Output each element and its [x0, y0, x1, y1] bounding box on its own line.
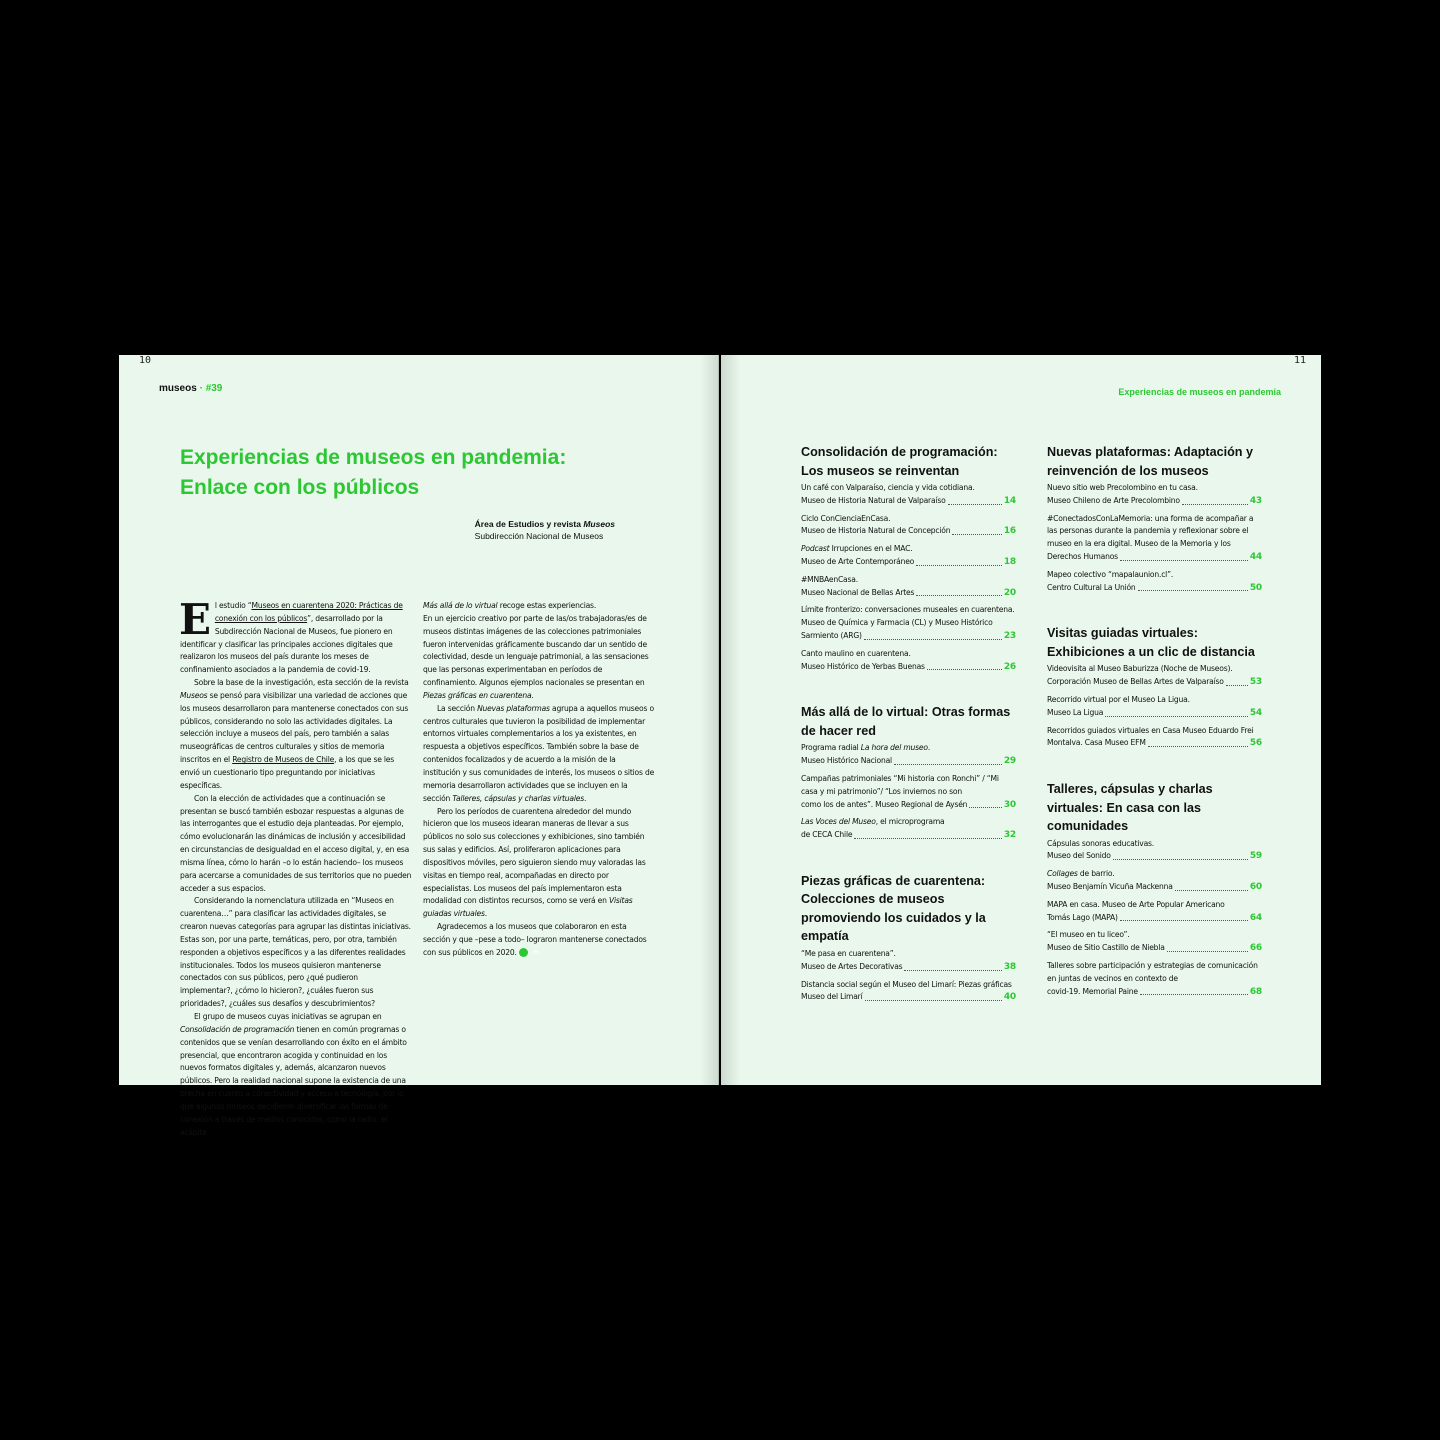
- toc-entry-title: Cápsulas sonoras educativas.: [1047, 838, 1155, 848]
- toc-page-number: 29: [1003, 756, 1016, 767]
- paragraph-1: El estudio “Museos en cuarentena 2020: Prácticas de conexión con los públicos”, desarrollado por la Subdirección Nacional de Museos, fue pionero en identificar y clasificar las principales acciones digitales que realizaron los museos del país durante los meses de confinamiento asociados a la pandemia de covid-19.: [179, 595, 403, 675]
- dot-leader: [894, 764, 1002, 765]
- toc-section: [1047, 780, 1262, 998]
- toc-page-number: 20: [1003, 587, 1016, 598]
- toc-section: [1047, 624, 1262, 750]
- dot-leader: [927, 669, 1002, 670]
- toc-entry[interactable]: [1047, 960, 1262, 998]
- toc-page-number: 32: [1003, 830, 1016, 841]
- page-number-left: 10: [139, 355, 152, 366]
- toc-entry[interactable]: [1047, 663, 1262, 689]
- toc-entry-title: #ConectadosConLaMemoria: una forma de acompañar a las personas durante la pandemia y reflexionar sobre el museo en la era digital. Museo de la Memoria y los: [1047, 513, 1254, 549]
- toc-entry-museum: de CECA Chile: [801, 830, 853, 840]
- dot-leader: [1120, 560, 1248, 561]
- toc-page-number: 54: [1249, 707, 1262, 718]
- toc-entry-museum: Museo de Historia Natural de Valparaíso: [801, 495, 946, 505]
- dot-leader: [1140, 994, 1248, 995]
- paragraph-6: En un ejercicio creativo por parte de las/os trabajadoras/es de museos distintas imágenes de las colecciones patrimoniales fueron intervenidas gráficamente buscando dar un sentido de colectividad, desde un lenguaje patrimonial, a las sensaciones que las personas experimentaban en períodos de confinamiento. Algunos ejemplos nacionales se presentan en Piezas gráficas en cuarentena.: [423, 613, 649, 700]
- toc-entry-museum: Tomás Lago (MAPA): [1047, 912, 1118, 922]
- dot-leader: [1105, 716, 1248, 717]
- dot-leader: [948, 504, 1002, 505]
- toc-entry-museum: Museo Nacional de Bellas Artes: [801, 587, 915, 597]
- paragraph-5-tail: Más allá de lo virtual recoge estas experiencias.: [423, 601, 597, 610]
- toc-entry-title: Campañas patrimoniales “Mi historia con Ronchi” / “Mi casa y mi patrimonio”/ “Los inviernos no son: [801, 773, 999, 796]
- toc-entry-title: #MNBAenCasa.: [801, 574, 858, 584]
- toc-entry-museum: Museo La Ligua: [1047, 707, 1104, 717]
- toc-page-number: 50: [1249, 582, 1262, 593]
- toc-entry-museum: Derechos Humanos: [1047, 551, 1118, 561]
- toc-entry[interactable]: [1047, 482, 1262, 508]
- dot-leader: [1182, 504, 1248, 505]
- dot-leader: [969, 807, 1002, 808]
- toc-entry[interactable]: [1047, 899, 1262, 925]
- dot-leader: [1226, 685, 1248, 686]
- toc-entry-museum: Museo Benjamín Vicuña Mackenna: [1047, 882, 1173, 892]
- dot-leader: [1167, 951, 1248, 952]
- toc-entry-title: Canto maulino en cuarentena.: [801, 648, 911, 658]
- byline: [475, 518, 615, 542]
- toc-entry-museum: Museo de Sitio Castillo de Niebla: [1047, 943, 1165, 953]
- drop-cap: E: [179, 595, 211, 644]
- toc-page-number: 43: [1249, 495, 1262, 506]
- toc-entry[interactable]: [801, 773, 1016, 811]
- dot-leader: [916, 565, 1002, 566]
- toc-entry-title: Un café con Valparaíso, ciencia y vida cotidiana.: [801, 483, 975, 492]
- toc-entry[interactable]: [801, 513, 1016, 539]
- toc-entry-title: Recorridos guiados virtuales en Casa Museo Eduardo Frei: [1047, 725, 1254, 735]
- dot-leader: [1175, 890, 1248, 891]
- toc-entry-title: Videovisita al Museo Baburizza (Noche de Museos).: [1047, 664, 1233, 674]
- toc-page-number: 30: [1003, 799, 1016, 810]
- toc-page-number: 68: [1249, 986, 1262, 997]
- paragraph-5: El grupo de museos cuyas iniciativas se agrupan en Consolidación de programación tienen en común programas o contenidos que se venían desarrollando con éxito en el ámbito presencial, que encontraron acogida y continuidad en los nuevos formatos digitales y, además, alcanzaron nuevos públicos. Pero la realidad nacional supone la existencia de una brecha en cuanto a conectividad y acceso a tecnología, por lo que algunos museos decidieron diversificar las formas de conexión a través de medios conocidos, como la radio: el acápite: [180, 1012, 407, 1137]
- toc-section-heading: Nuevas plataformas: Adaptación y reinvención de los museos: [1047, 445, 1253, 478]
- paragraph-3: Con la elección de actividades que a continuación se presentan se buscó también esbozar respuestas a algunas de las interrogantes que el estudio deja planteadas. Por ejemplo, cómo evolucionarán las dinámicas de inclusión y accesibilidad en circunstancias de desigualdad en el acceso digital, y, en esa misma línea, cómo lo harán –o lo están haciendo– los museos para acercarse a comunidades de sus territorios que no pueden acceder a sus espacios.: [180, 793, 412, 893]
- running-head-left: [159, 383, 222, 394]
- paragraph-4: Considerando la nomenclatura utilizada en “Museos en cuarentena…” para clasificar las actividades digitales, se crearon nuevas categorías para agrupar las distintas iniciativas. Estas son, por una parte, temáticas, pero, por otra, también responden a objetivos específicos y a las diferentes realidades institucionales. Todos los museos quisieron mantenerse conectados con sus públicos, pero ¿qué pudieron implementar?, ¿cómo lo hicieron?, ¿cuáles fueron sus prioridades?, ¿cuáles sus desafíos y descubrimientos?: [180, 896, 411, 1009]
- toc-entry-museum: Sarmiento (ARG): [801, 630, 862, 640]
- running-head-right: Experiencias de museos en pandemia: [1118, 387, 1281, 397]
- article-title: Experiencias de museos en pandemia: Enlace con los públicos: [180, 446, 567, 499]
- toc-entry-museum: Centro Cultural La Unión: [1047, 582, 1136, 592]
- magazine-name: museos: [159, 383, 197, 394]
- left-page: [119, 355, 719, 1137]
- toc-entry-museum: Corporación Museo de Bellas Artes de Valparaíso: [1047, 677, 1224, 687]
- toc-page-number: 38: [1003, 961, 1016, 972]
- paragraph-8: Pero los períodos de cuarentena alrededor del mundo hicieron que los museos idearan maneras de llevar a sus públicos no solo sus colecciones y exhibiciones, sino también sus salas y edificios. Así, proliferaron aplicaciones para dispositivos móviles, pero siguieron siendo muy valoradas las visitas en tiempo real, acompañadas en directo por especialistas. Los museos del país implementaron esta modalidad con distintos recursos, como se verá en Visitas guiadas virtuales.: [423, 806, 646, 919]
- toc-section: [1047, 443, 1262, 594]
- toc-entry-museum: Museo Histórico de Yerbas Buenas: [801, 661, 925, 671]
- toc-page-number: 16: [1003, 526, 1016, 537]
- body-column-1: [179, 595, 412, 1139]
- toc-entry[interactable]: [1047, 725, 1262, 751]
- toc-page-number: 18: [1003, 556, 1016, 567]
- toc-entry-title: Distancia social según el Museo del Limarí: Piezas gráficas: [801, 979, 1012, 989]
- page-number-right: 11: [1294, 355, 1307, 366]
- toc-entry-title: “Me pasa en cuarentena”.: [801, 948, 896, 958]
- dot-leader: [864, 639, 1002, 640]
- toc-entry[interactable]: [1047, 513, 1262, 564]
- toc-page-number: 66: [1249, 943, 1262, 954]
- dot-leader: [1120, 920, 1248, 921]
- toc-entry[interactable]: [1047, 694, 1262, 720]
- toc-page-number: 26: [1003, 661, 1016, 672]
- toc-entry-title: Collages de barrio.: [1047, 869, 1115, 879]
- toc-section-heading: Consolidación de programación: Los museos se reinventan: [801, 445, 998, 478]
- toc-entry[interactable]: [801, 604, 1016, 642]
- dot-leader: [865, 1000, 1002, 1001]
- toc-entry[interactable]: [1047, 929, 1262, 955]
- toc-page-number: 14: [1003, 495, 1016, 506]
- toc-section-heading: Talleres, cápsulas y charlas virtuales: En casa con las comunidades: [1047, 782, 1213, 834]
- toc-entry-title: Podcast Irrupciones en el MAC.: [801, 544, 913, 554]
- toc-entry-museum: Museo Chileno de Arte Precolombino: [1047, 495, 1180, 505]
- paragraph-2: Sobre la base de la investigación, esta sección de la revista Museos se pensó para visibilizar una variedad de acciones que los museos desarrollaron para mantenerse conectados con sus públicos, considerando no solo las actividades digitales. La selección incluye a museos del país, pero también a salas museográficas de centros culturales y sitios de memoria inscritos en el Registro de Museos de Chile, a los que se les envió un cuestionario tipo preguntando por iniciativas específicas.: [180, 678, 409, 790]
- toc-entry[interactable]: [801, 648, 1016, 674]
- toc-entry-title: Mapeo colectivo “mapalaunion.cl”.: [1047, 569, 1174, 579]
- toc-entry-museum: Museo Histórico Nacional: [801, 756, 892, 766]
- toc-entry-title: Las Voces del Museo, el microprograma: [801, 817, 945, 827]
- toc-entry[interactable]: [801, 543, 1016, 569]
- toc-entry-title: MAPA en casa. Museo de Arte Popular Americano: [1047, 899, 1225, 909]
- toc-section: [801, 703, 1016, 842]
- toc-entry-title: Límite fronterizo: conversaciones museales en cuarentena. Museo de Química y Farmacia (CL) y Museo Histórico: [801, 605, 1015, 628]
- toc-entry[interactable]: [1047, 838, 1262, 864]
- toc-section-heading: Más allá de lo virtual: Otras formas de hacer red: [801, 705, 1011, 738]
- toc-page-number: 60: [1249, 882, 1262, 893]
- toc-entry-museum: como los de antes”. Museo Regional de Aysén: [801, 799, 968, 809]
- body-column-2: [423, 600, 655, 960]
- toc-entry-museum: Museo de Arte Contemporáneo: [801, 556, 915, 566]
- toc-entry-title: “El museo en tu liceo”.: [1047, 930, 1130, 940]
- toc-page-number: 44: [1249, 551, 1262, 562]
- toc-page-number: 64: [1249, 912, 1262, 923]
- toc-entry-title: Talleres sobre participación y estrategias de comunicación en juntas de vecinos en contexto de: [1047, 961, 1258, 983]
- toc-entry-title: Nuevo sitio web Precolombino en tu casa.: [1047, 483, 1198, 492]
- toc-section: [801, 872, 1016, 1004]
- toc-entry-title: Ciclo ConCienciaEnCasa.: [801, 513, 891, 523]
- running-head-separator: ·: [196, 383, 206, 394]
- toc-entry-museum: covid-19. Memorial Paine: [1047, 986, 1138, 996]
- toc-entry[interactable]: [801, 742, 1016, 768]
- toc-entry-title: Programa radial La hora del museo.: [801, 743, 931, 753]
- toc-page-number: 53: [1249, 677, 1262, 688]
- toc-section-heading: Piezas gráficas de cuarentena: Colecciones de museos promoviendo los cuidados y la empatía: [801, 873, 986, 944]
- toc-column-right: [1047, 443, 1262, 1028]
- toc-page-number: 59: [1249, 851, 1262, 862]
- dot-leader: [916, 595, 1002, 596]
- right-page: [721, 355, 1321, 1085]
- issue-number: #39: [205, 383, 223, 394]
- dot-leader: [854, 838, 1002, 839]
- toc-entry[interactable]: [1047, 868, 1262, 894]
- toc-column-left: [801, 443, 1016, 1034]
- toc-entry-museum: Museo de Historia Natural de Concepción: [801, 526, 951, 536]
- dot-leader: [952, 534, 1002, 535]
- toc-entry-museum: Museo del Sonido: [1047, 851, 1111, 861]
- toc-entry[interactable]: [801, 482, 1016, 508]
- toc-entry-museum: Museo del Limarí: [801, 992, 863, 1002]
- toc-section-heading: Visitas guiadas virtuales: Exhibiciones a un clic de distancia: [1047, 626, 1255, 659]
- toc-page-number: 56: [1249, 738, 1262, 749]
- toc-entry-title: Recorrido virtual por el Museo La Ligua.: [1047, 694, 1190, 704]
- paragraph-7: La sección Nuevas plataformas agrupa a aquellos museos o centros culturales que tuvieron la posibilidad de implementar entornos virtuales complementarios a los ya existentes, en respuesta a objetivos específicos. También sobre la base de contenidos focalizados y de acuerdo a la misión de la institución y sus comunidades de interés, los museos o sitios de memoria desarrollaron actividades que se incluyen en la sección Talleres, cápsulas y charlas virtuales.: [423, 703, 655, 803]
- byline-author: Área de Estudios y revista Museos: [474, 519, 615, 529]
- toc-page-number: 40: [1003, 992, 1016, 1003]
- toc-page-number: 23: [1003, 630, 1016, 641]
- toc-entry[interactable]: [801, 979, 1016, 1005]
- toc-section: [801, 443, 1016, 673]
- paragraph-9: Agradecemos a los museos que colaboraron en esta sección y que –pese a todo– lograron mantenerse conectados con sus públicos en 2020. m: [423, 922, 647, 957]
- registry-link[interactable]: Registro de Museos de Chile: [232, 755, 335, 765]
- study-link[interactable]: Museos en cuarentena 2020: Prácticas de conexión con los públicos: [214, 601, 403, 623]
- toc-entry[interactable]: [801, 816, 1016, 842]
- toc-entry-museum: Museo de Artes Decorativas: [801, 961, 903, 971]
- end-mark-icon: m: [519, 948, 528, 957]
- byline-institution: Subdirección Nacional de Museos: [474, 531, 604, 541]
- dot-leader: [1138, 590, 1248, 591]
- toc-entry[interactable]: [801, 948, 1016, 974]
- toc-entry[interactable]: [801, 574, 1016, 600]
- toc-entry[interactable]: [1047, 569, 1262, 595]
- dot-leader: [1113, 859, 1248, 860]
- toc-entry-museum: Montalva. Casa Museo EFM: [1047, 738, 1146, 748]
- dot-leader: [904, 970, 1001, 971]
- dot-leader: [1148, 746, 1248, 747]
